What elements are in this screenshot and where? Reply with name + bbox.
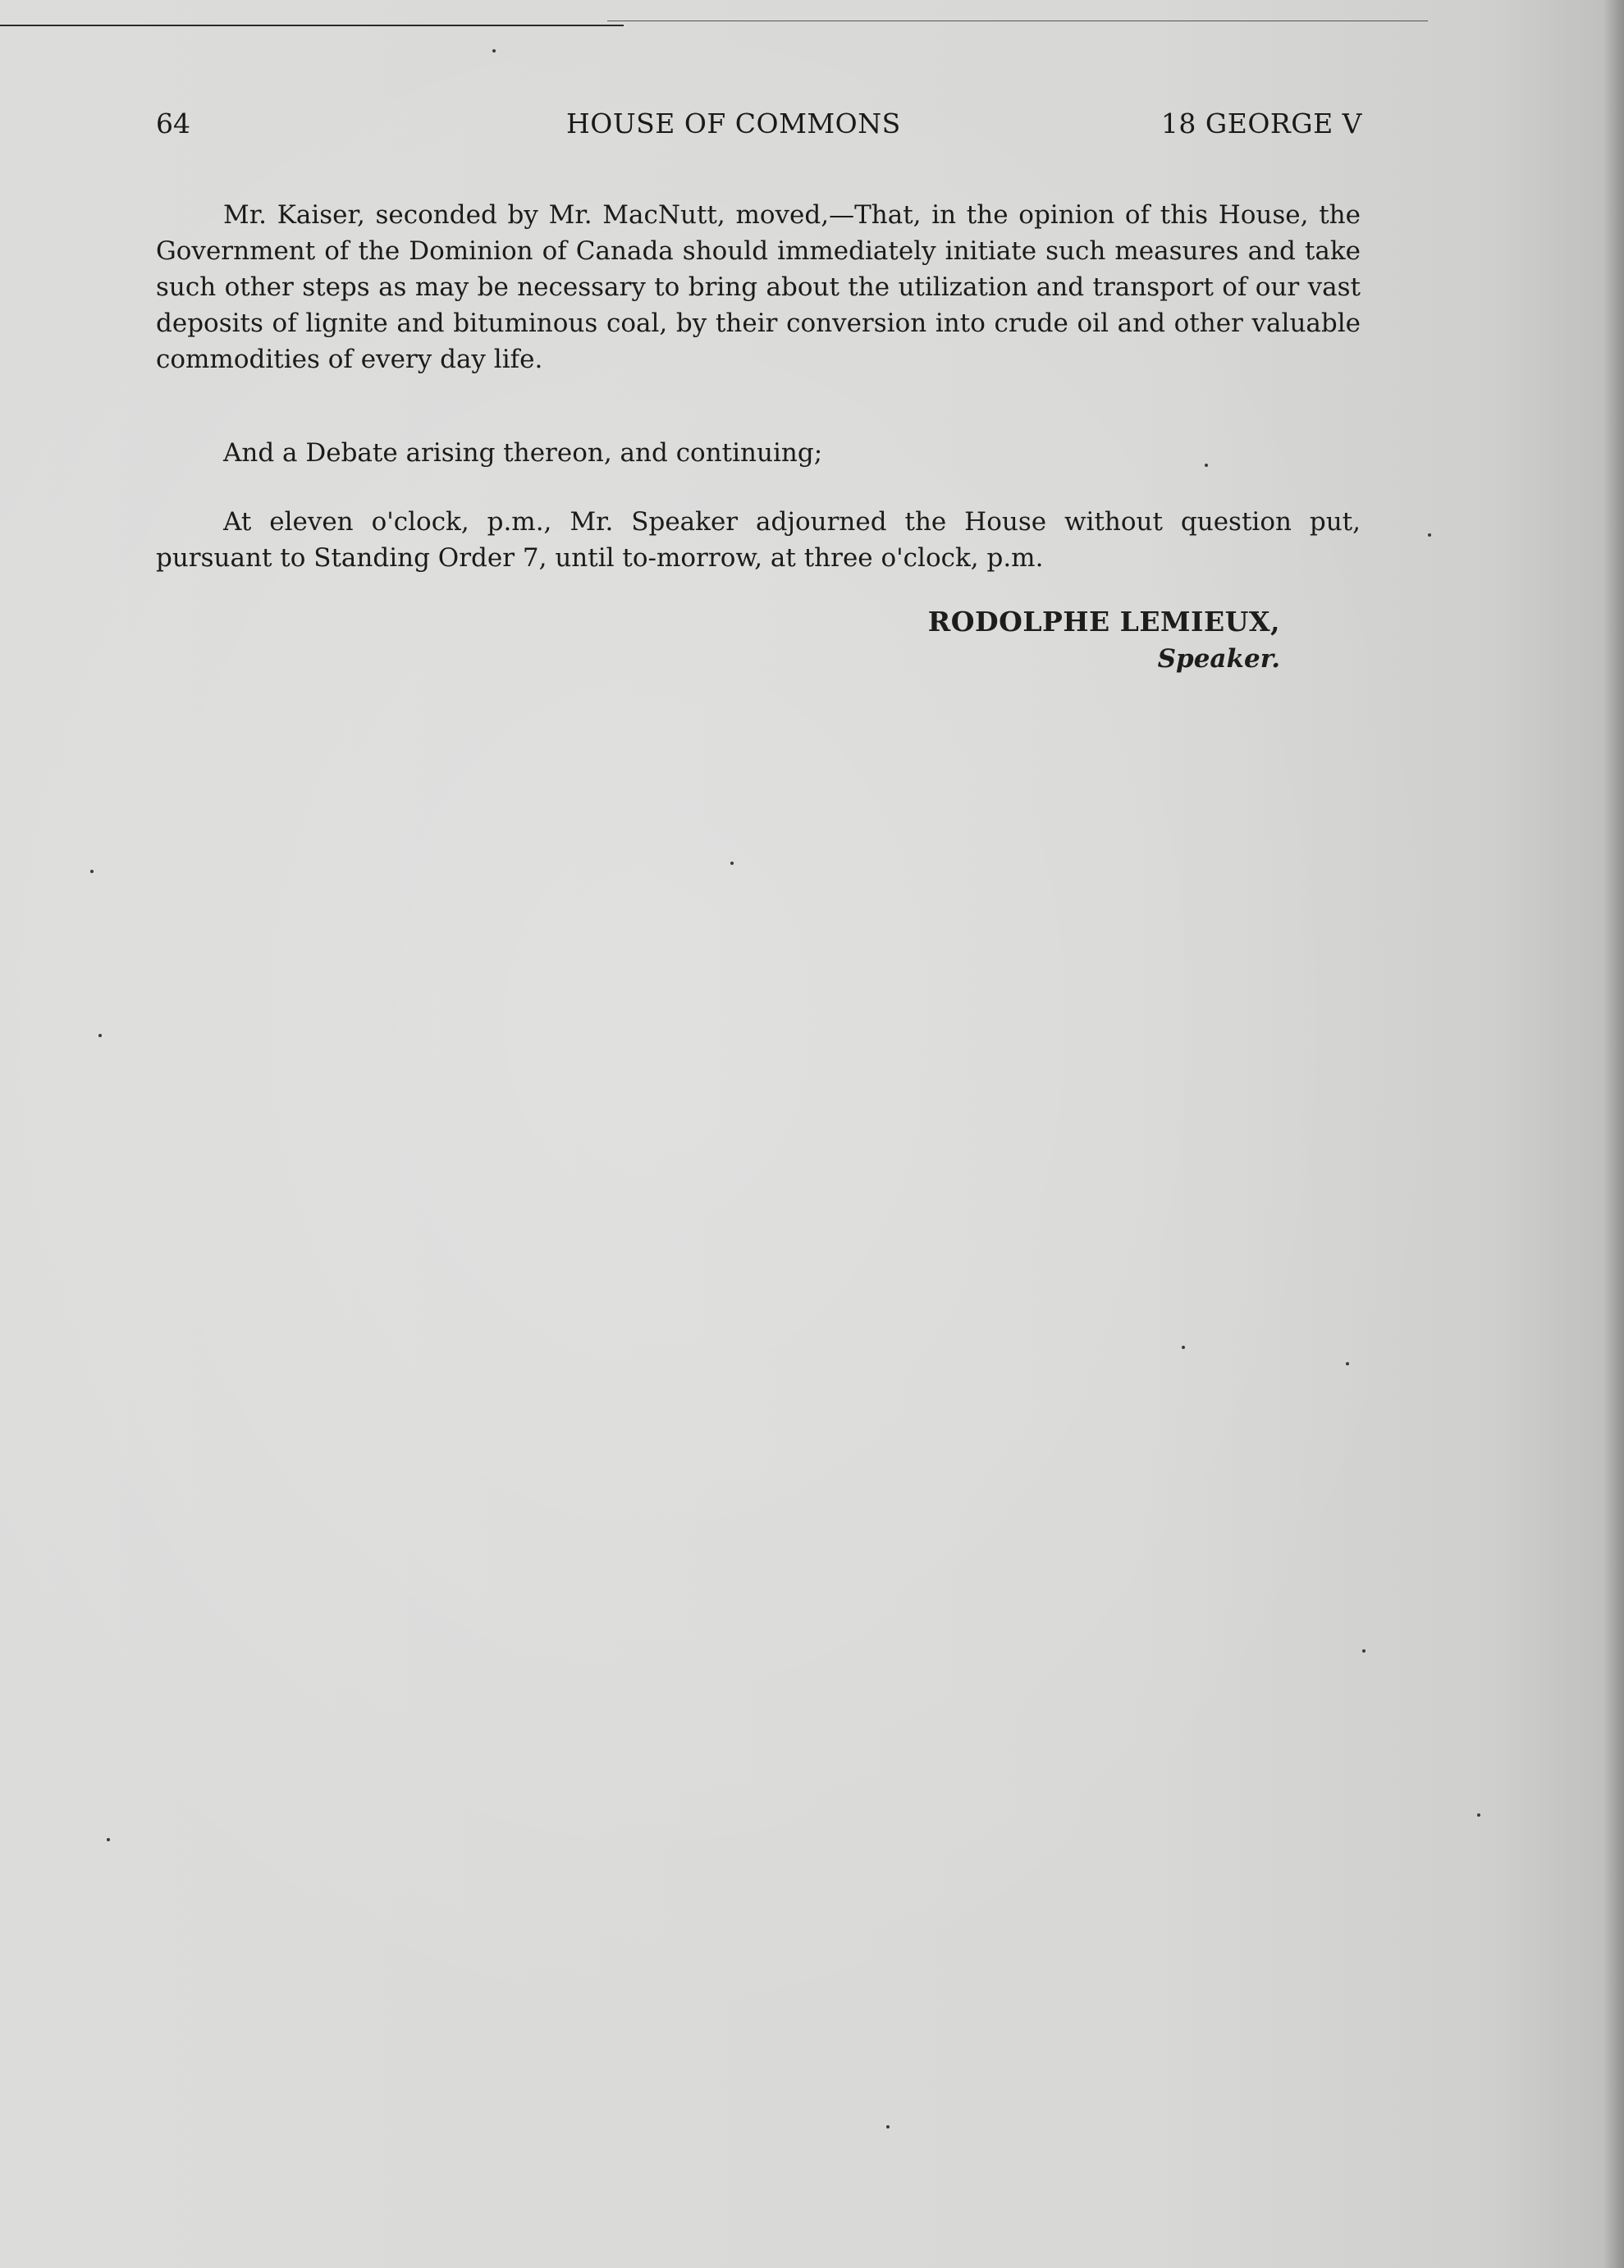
top-rule <box>0 25 624 26</box>
signature-block <box>821 603 1280 677</box>
running-head: HOUSE OF COMMONS <box>566 107 901 139</box>
adjournment-paragraph: At eleven o'clock, p.m., Mr. Speaker adjourned the House without question put, pursuant to Standing Order 7, until to-morrow, at three o'clock, p.m. <box>156 507 1361 573</box>
speck <box>1346 1362 1349 1365</box>
speck <box>730 862 734 865</box>
speck <box>107 1838 110 1841</box>
speck <box>1428 533 1431 537</box>
motion-paragraph: Mr. Kaiser, seconded by Mr. MacNutt, moved,—That, in the opinion of this House, the Government of the Dominion of Canada should immediately initiate such measures and take such other steps as may be necessary to bring about the utilization and transport of our vast deposits of lignite and bituminous coal, by their conversion into crude oil and other valuable commodities of every day life. <box>156 200 1361 374</box>
page-header <box>156 103 1362 144</box>
speck <box>1362 1649 1366 1653</box>
regnal-year: 18 GEORGE V <box>1160 107 1362 139</box>
speck <box>1182 1346 1185 1349</box>
speck <box>98 1034 102 1037</box>
speaker-title: Speaker. <box>1157 644 1280 674</box>
speck <box>1205 464 1208 467</box>
speck <box>90 870 94 873</box>
speck <box>886 2125 890 2129</box>
speck <box>1477 1813 1480 1817</box>
speck <box>492 49 496 53</box>
speaker-name: RODOLPHE LEMIEUX, <box>927 606 1280 638</box>
page-number: 64 <box>156 107 190 139</box>
page-edge-shadow <box>1603 0 1624 2268</box>
debate-paragraph: And a Debate arising thereon, and continuing; <box>223 438 823 468</box>
